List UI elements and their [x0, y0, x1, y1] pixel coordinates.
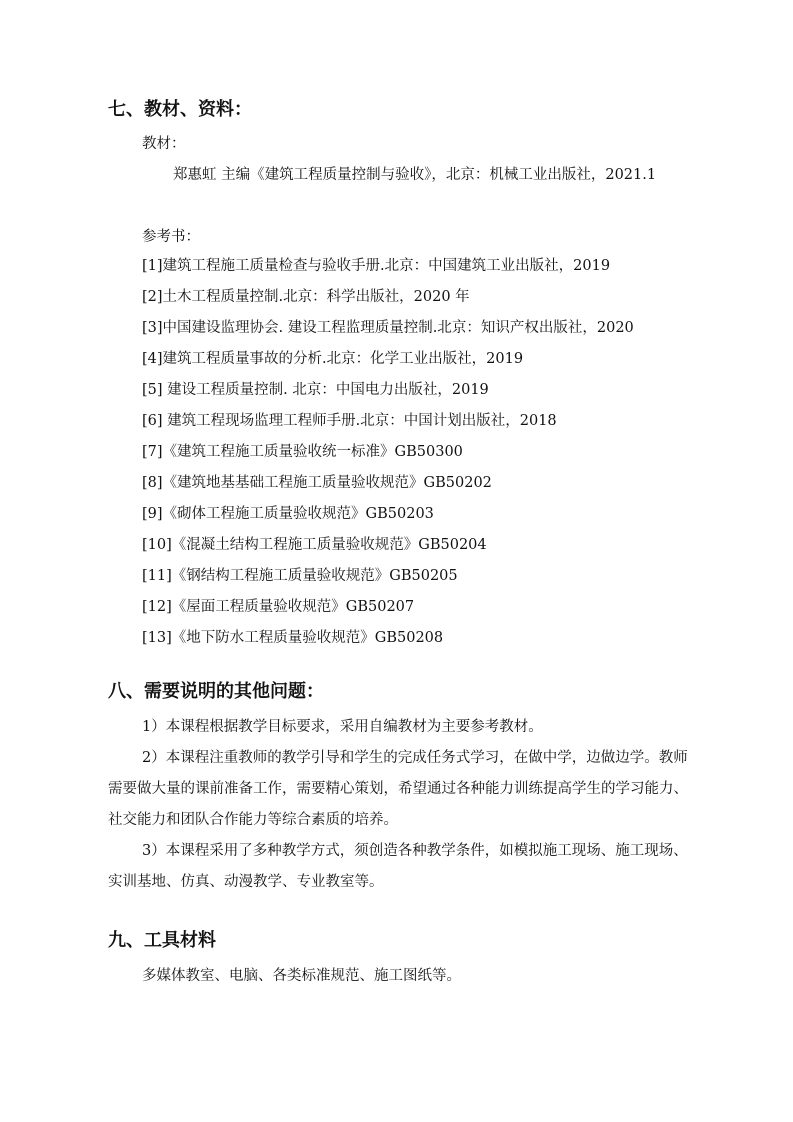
reference-item: [7]《建筑工程施工质量验收统一标准》GB50300: [142, 444, 463, 460]
textbook-label: 教材：: [142, 136, 186, 152]
note-item-2-line-1: 2）本课程注重教师的教学引导和学生的完成任务式学习，在做中学，边做边学。教师: [142, 750, 688, 766]
reference-item: [12]《屋面工程质量验收规范》GB50207: [142, 599, 415, 615]
section-9-heading: 九、工具材料: [108, 930, 216, 951]
reference-item: [9]《砌体工程施工质量验收规范》GB50203: [142, 506, 434, 522]
reference-item: [5] 建设工程质量控制. 北京：中国电力出版社，2019: [142, 382, 489, 398]
reference-item: [6] 建筑工程现场监理工程师手册.北京：中国计划出版社，2018: [142, 413, 557, 429]
reference-item: [13]《地下防水工程质量验收规范》GB50208: [142, 630, 444, 646]
section-8-heading: 八、需要说明的其他问题：: [108, 681, 324, 702]
reference-item: [10]《混凝土结构工程施工质量验收规范》GB50204: [142, 537, 487, 553]
reference-item: [11]《钢结构工程施工质量验收规范》GB50205: [142, 568, 458, 584]
note-item-2-line-2: 需要做大量的课前准备工作，需要精心策划，希望通过各种能力训练提高学生的学习能力、: [108, 781, 688, 797]
reference-item: [8]《建筑地基基础工程施工质量验收规范》GB50202: [142, 475, 492, 491]
reference-item: [4]建筑工程质量事故的分析.北京：化学工业出版社，2019: [142, 351, 524, 367]
reference-item: [3]中国建设监理协会. 建设工程监理质量控制.北京：知识产权出版社，2020: [142, 320, 634, 336]
textbook-entry: 郑惠虹 主编《建筑工程质量控制与验收》，北京：机械工业出版社，2021.1: [173, 167, 657, 183]
references-label: 参考书：: [142, 229, 200, 245]
note-item-3-line-1: 3）本课程采用了多种教学方式，须创造各种教学条件，如模拟施工现场、施工现场、: [142, 843, 688, 859]
tools-materials-content: 多媒体教室、电脑、各类标准规范、施工图纸等。: [142, 968, 461, 984]
reference-item: [2]土木工程质量控制.北京：科学出版社，2020 年: [142, 289, 470, 305]
reference-item: [1]建筑工程施工质量检查与验收手册.北京：中国建筑工业出版社，2019: [142, 258, 611, 274]
note-item-1: 1）本课程根据教学目标要求，采用自编教材为主要参考教材。: [142, 719, 543, 735]
section-7-heading: 七、教材、资料：: [108, 99, 252, 120]
note-item-3-line-2: 实训基地、仿真、动漫教学、专业教室等。: [108, 874, 384, 890]
note-item-2-line-3: 社交能力和团队合作能力等综合素质的培养。: [108, 812, 398, 828]
